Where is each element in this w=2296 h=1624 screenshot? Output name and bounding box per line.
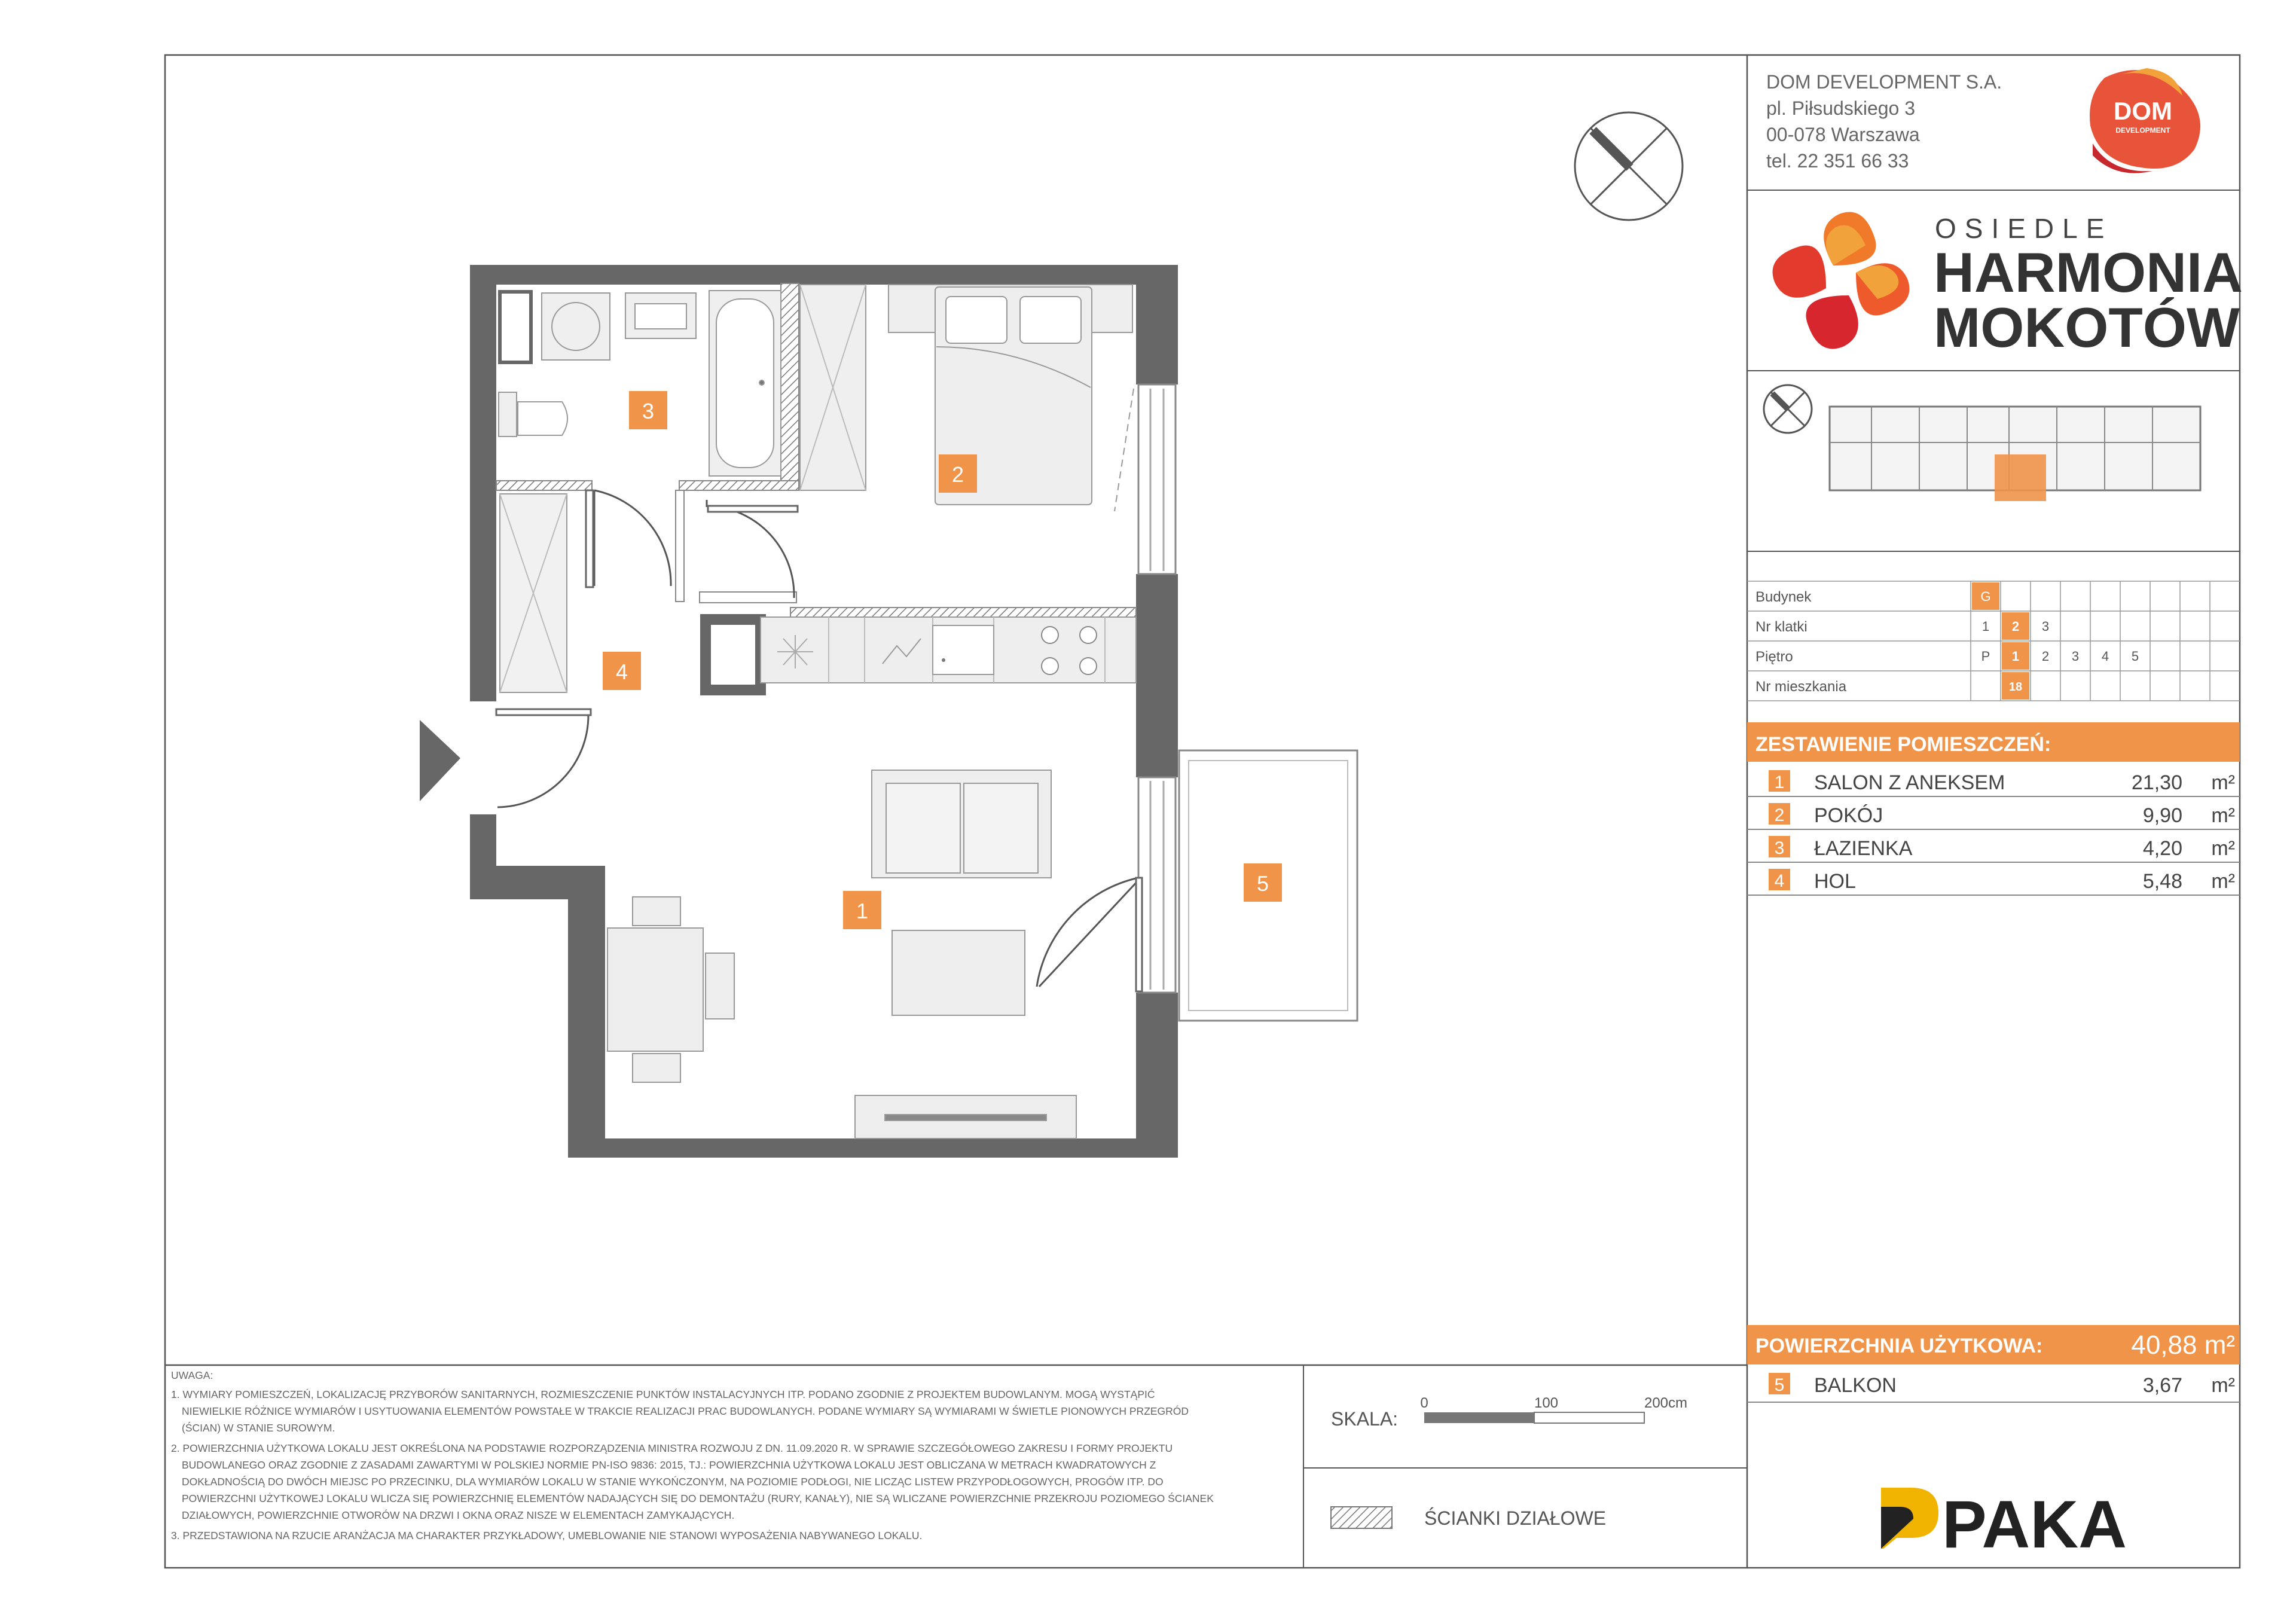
company-city: 00-078 Warszawa [1766, 124, 1920, 145]
dom-development-logo [2090, 68, 2200, 173]
svg-text:0: 0 [1420, 1395, 1428, 1411]
room-badge-4 [603, 652, 641, 690]
svg-text:SALON Z ANEKSEM: SALON Z ANEKSEM [1814, 771, 2005, 794]
svg-text:1. WYMIARY POMIESZCZEŃ, LOKALI: 1. WYMIARY POMIESZCZEŃ, LOKALIZACJĘ PRZYBORÓW SANITARNYCH, ROZMIESZCZENIE PUNKTÓW INSTALACYJNYCH ITP. PODANO ZGODNIE Z PROJEKTEM BUDOWLANYM. MOGĄ WYSTĄPIĆ [171, 1388, 1155, 1400]
harmonia-logo-icon [1773, 212, 1910, 349]
company-street: pl. Piłsudskiego 3 [1766, 97, 1916, 119]
room-badge-3 [629, 391, 667, 429]
svg-text:4: 4 [1774, 871, 1785, 891]
room-row-2 [1769, 803, 2235, 827]
svg-text:9,90: 9,90 [2142, 804, 2182, 827]
svg-text:2: 2 [2041, 649, 2050, 664]
partition-hall [496, 481, 592, 490]
svg-text:3. PRZEDSTAWIONA NA RZUCIE ARA: 3. PRZEDSTAWIONA NA RZUCIE ARANŻACJA MA CHARAKTER PRZYKŁADOWY, UMEBLOWANIE NIE STANOWI WYPOSAŻENIA NABYWANEGO LOKALU. [171, 1530, 923, 1541]
svg-text:POWIERZCHNI UŻYTKOWEJ LOKALU W: POWIERZCHNI UŻYTKOWEJ LOKALU WLICZA SIĘ POWIERZCHNIĘ ELEMENTÓW NADAJĄCYCH SIĘ DO DEMONTAŻU (RURY, KANAŁY), NIE SĄ WLICZANE POWIERZCHNIE PRZEKROJU POZIOMEGO ŚCIANEK [182, 1492, 1214, 1504]
entrance-arrow-icon [420, 720, 460, 801]
svg-text:18: 18 [2008, 680, 2023, 694]
room-row-3 [1769, 836, 2235, 860]
svg-text:UWAGA:: UWAGA: [171, 1369, 213, 1381]
svg-text:3: 3 [642, 399, 655, 423]
svg-text:4: 4 [2101, 649, 2109, 664]
svg-text:3: 3 [1774, 838, 1785, 858]
svg-text:2: 2 [2011, 619, 2020, 634]
scale-bar [1331, 1395, 1687, 1430]
svg-text:POKÓJ: POKÓJ [1814, 804, 1883, 827]
svg-text:4,20: 4,20 [2142, 837, 2182, 860]
balcony-row [1747, 1373, 2240, 1402]
svg-text:1: 1 [856, 899, 869, 923]
svg-text:BUDOWLANEGO ORAZ ZGODNIE Z ZAS: BUDOWLANEGO ORAZ ZGODNIE Z ZASADAMI ZAWARTYMI W POLSKIEJ NORMIE PN-ISO 9836: 2015, TJ.: POWIERZCHNIA UŻYTKOWA LOKALU JEST OBLICZANA W METRACH KWADRATOWYCH Z [182, 1459, 1156, 1471]
door-stop [700, 592, 796, 603]
svg-text:G: G [1980, 589, 1991, 604]
paka-logo [1881, 1487, 2127, 1562]
compass-icon [1575, 112, 1683, 220]
room-badge-1 [843, 891, 881, 929]
svg-text:ŁAZIENKA: ŁAZIENKA [1814, 837, 1913, 860]
shaft [500, 292, 531, 362]
svg-text:4: 4 [615, 660, 628, 684]
svg-text:Piętro: Piętro [1755, 649, 1793, 665]
notes [171, 1369, 1214, 1541]
svg-text:Nr klatki: Nr klatki [1755, 619, 1808, 635]
svg-text:DOKŁADNOŚCIĄ DO DWÓCH MIEJSC P: DOKŁADNOŚCIĄ DO DWÓCH MIEJSC PO PRZECINKU, DLA WYMIARÓW LOKALU W STANIE WYKOŃCZONYM, NA POZIOMIE PODŁOGI, NIE LICZĄC LISTEW PRZYPODŁOGOWYCH, PROGÓW ITP. DO [182, 1476, 1164, 1488]
rooms-header: ZESTAWIENIE POMIESZCZEŃ: [1755, 733, 2051, 756]
svg-text:(ŚCIAN) W STANIE SUROWYM.: (ŚCIAN) W STANIE SUROWYM. [182, 1422, 335, 1434]
svg-text:2: 2 [951, 462, 964, 487]
svg-text:5,48: 5,48 [2142, 870, 2182, 893]
svg-text:1: 1 [1981, 619, 1990, 634]
svg-text:BALKON: BALKON [1814, 1374, 1897, 1397]
partition-kitchen [790, 608, 1136, 617]
svg-text:5: 5 [2131, 649, 2139, 664]
door-frame [676, 490, 684, 602]
key-plan [1764, 385, 2200, 501]
partition-bath [781, 283, 799, 490]
svg-text:1: 1 [1774, 773, 1785, 792]
room-badge-2 [939, 454, 977, 493]
svg-text:NIEWIELKIE RÓŻNICE WYMIARÓW I: NIEWIELKIE RÓŻNICE WYMIARÓW I USYTUOWANIA ELEMENTÓW POWSTAŁE W TRAKCIE REALIZACJI PRAC BUDOWLANYCH. PODANE WYMIARY SĄ WYMIARAMI W ŚWIETLE PIONOWYCH PRZEGRÓD [182, 1405, 1189, 1417]
info-table [1747, 581, 2240, 701]
svg-text:2: 2 [1774, 805, 1785, 825]
svg-text:3: 3 [2041, 619, 2050, 634]
chimney [706, 619, 761, 690]
svg-text:m²: m² [2211, 804, 2235, 827]
room-row-1 [1769, 770, 2235, 794]
svg-text:SKALA:: SKALA: [1331, 1408, 1399, 1430]
svg-text:3: 3 [2071, 649, 2080, 664]
kitchen-counter [761, 617, 1136, 683]
svg-text:DZIAŁOWYCH, POWIERZCHNIE OTWOR: DZIAŁOWYCH, POWIERZCHNIE OTWORÓW NA DRZWI I OKNA ORAZ NISZE W ELEMENTACH ZAMYKAJĄCYCH. [182, 1509, 735, 1521]
svg-text:5: 5 [1774, 1375, 1785, 1395]
svg-text:PAKA: PAKA [1942, 1487, 2127, 1562]
hall-wardrobe [500, 494, 567, 692]
svg-text:5: 5 [1256, 871, 1269, 896]
svg-text:21,30: 21,30 [2131, 771, 2182, 794]
project-line1: HARMONIA [1934, 241, 2243, 304]
svg-text:100: 100 [1534, 1395, 1559, 1411]
window-salon [1138, 777, 1176, 993]
usable-area-label: POWIERZCHNIA UŻYTKOWA: [1755, 1335, 2043, 1357]
svg-text:3,67: 3,67 [2142, 1374, 2182, 1397]
company-phone: tel. 22 351 66 33 [1766, 150, 1909, 172]
svg-text:Nr mieszkania: Nr mieszkania [1755, 679, 1847, 695]
rooms-list [1747, 770, 2240, 895]
svg-text:m²: m² [2211, 837, 2235, 860]
svg-text:200cm: 200cm [1644, 1395, 1688, 1411]
svg-text:m²: m² [2211, 870, 2235, 893]
svg-text:1: 1 [2011, 649, 2020, 664]
company-name: DOM DEVELOPMENT S.A. [1766, 71, 2002, 93]
room-row-4 [1769, 869, 2235, 893]
usable-area-value: 40,88 m² [2131, 1330, 2235, 1360]
svg-text:HOL: HOL [1814, 870, 1856, 893]
svg-text:P: P [1981, 649, 1990, 664]
svg-text:DOM: DOM [2114, 97, 2172, 125]
svg-text:m²: m² [2211, 771, 2235, 794]
svg-text:2. POWIERZCHNIA UŻYTKOWA LOKAL: 2. POWIERZCHNIA UŻYTKOWA LOKALU JEST OKREŚLONA NA PODSTAWIE ROZPORZĄDZENIA MINISTRA ROZWOJU Z DN. 11.09.2020 R. W SPRAWIE SZCZEGÓŁOWEGO ZAKRESU I FORMY PROJEKTU [171, 1442, 1173, 1454]
floor-plan [420, 112, 1683, 1158]
project-line2: MOKOTÓW [1934, 296, 2240, 359]
svg-text:Budynek: Budynek [1755, 589, 1812, 605]
svg-text:ŚCIANKI DZIAŁOWE: ŚCIANKI DZIAŁOWE [1424, 1507, 1607, 1529]
legend-hatch-swatch [1331, 1507, 1392, 1528]
sidebar [1747, 68, 2243, 1562]
partition-bath-low [679, 481, 799, 490]
legend [1331, 1507, 1606, 1529]
room-badge-5 [1244, 863, 1282, 902]
project-prefix: OSIEDLE [1935, 213, 2113, 244]
svg-text:DEVELOPMENT: DEVELOPMENT [2115, 126, 2170, 135]
svg-text:m²: m² [2211, 1374, 2235, 1397]
